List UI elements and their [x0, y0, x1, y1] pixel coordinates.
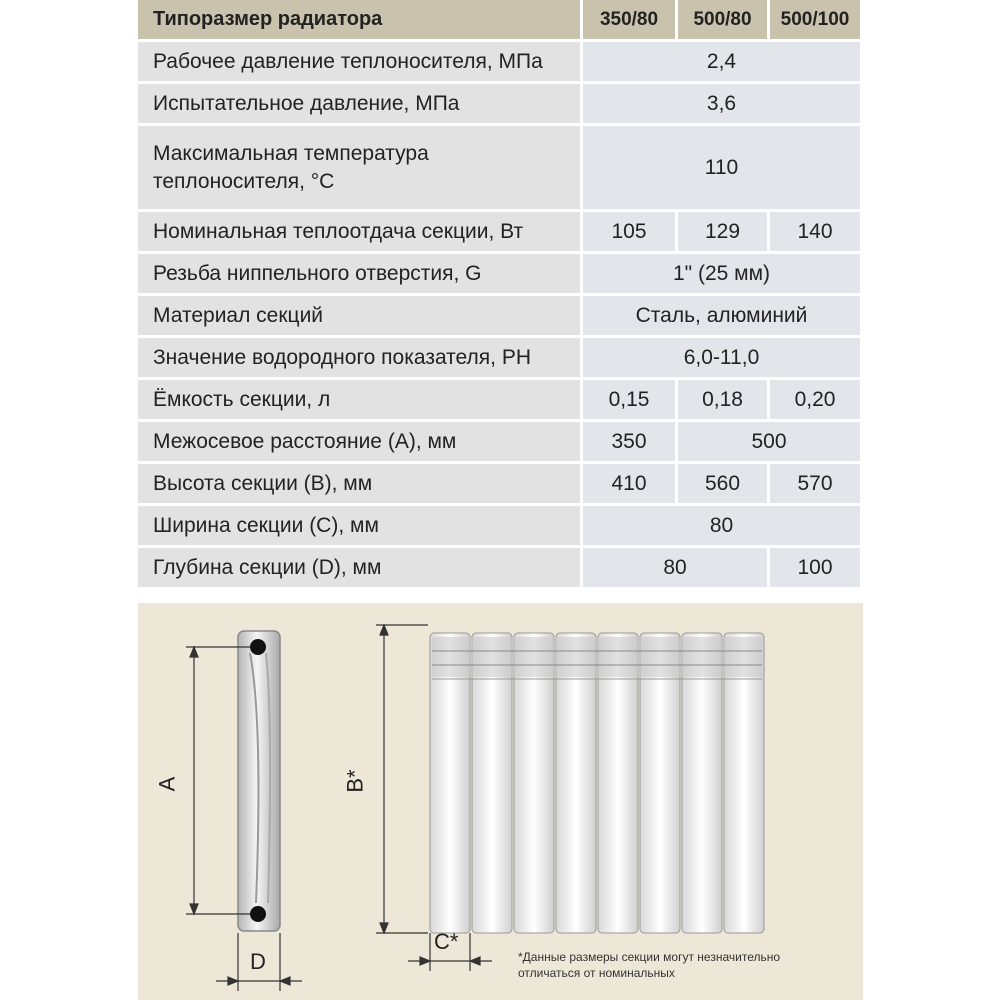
table-row: [138, 42, 863, 84]
row-value: 110: [583, 126, 863, 212]
label-c: C*: [434, 929, 459, 954]
row-value: 129: [678, 212, 770, 254]
row-value: 140: [770, 212, 863, 254]
label-a: A: [154, 776, 180, 792]
table-header: [138, 0, 863, 42]
row-label: Рабочее давление теплоносителя, МПа: [138, 42, 583, 84]
table-row: [138, 296, 863, 338]
label-d: D: [250, 949, 266, 974]
section: [430, 633, 470, 933]
section: [514, 633, 554, 933]
table-row: [138, 464, 863, 506]
row-label: Ширина секции (C), мм: [138, 506, 583, 548]
dimension-b: [376, 625, 428, 933]
table-row: [138, 548, 863, 590]
row-value: 6,0-11,0: [583, 338, 863, 380]
row-label: Межосевое расстояние (А), мм: [138, 422, 583, 464]
row-value: 350: [583, 422, 678, 464]
row-value: 105: [583, 212, 678, 254]
radiator-drawing: [138, 603, 863, 1000]
section: [640, 633, 680, 933]
row-label: Резьба ниппельного отверстия, G: [138, 254, 583, 296]
row-value: 0,15: [583, 380, 678, 422]
radiator-diagram: [138, 603, 863, 1000]
row-value: 560: [678, 464, 770, 506]
section: [682, 633, 722, 933]
table-row: [138, 84, 863, 126]
row-value: 1" (25 мм): [583, 254, 863, 296]
table-row: [138, 506, 863, 548]
section: [724, 633, 764, 933]
row-value: 80: [583, 548, 770, 590]
front-view: [430, 633, 764, 933]
col-500-100: 500/100: [770, 0, 863, 42]
row-value: 3,6: [583, 84, 863, 126]
side-section: [238, 631, 280, 931]
section: [556, 633, 596, 933]
row-label: Высота секции (B), мм: [138, 464, 583, 506]
row-value: 570: [770, 464, 863, 506]
row-value: Сталь, алюминий: [583, 296, 863, 338]
label-b: B*: [342, 769, 368, 793]
row-label: Глубина секции (D), мм: [138, 548, 583, 590]
table-row: [138, 338, 863, 380]
table-row: [138, 380, 863, 422]
row-label: Максимальная температура теплоносителя, °C: [138, 126, 583, 212]
table-row: [138, 126, 863, 212]
section: [472, 633, 512, 933]
row-value: 0,20: [770, 380, 863, 422]
row-label: Испытательное давление, МПа: [138, 84, 583, 126]
row-label: Материал секций: [138, 296, 583, 338]
row-value: 0,18: [678, 380, 770, 422]
table-row: [138, 212, 863, 254]
row-value: 2,4: [583, 42, 863, 84]
col-500-80: 500/80: [678, 0, 770, 42]
table-row: [138, 254, 863, 296]
row-label: Номинальная теплоотдача секции, Вт: [138, 212, 583, 254]
row-value: 100: [770, 548, 863, 590]
row-label: Ёмкость секции, л: [138, 380, 583, 422]
specs-table: [138, 0, 863, 590]
row-label: Значение водородного показателя, PH: [138, 338, 583, 380]
section: [598, 633, 638, 933]
dimension-note: *Данные размеры секции могут незначительно отличаться от номинальных: [518, 950, 781, 980]
row-value: 80: [583, 506, 863, 548]
row-value: 410: [583, 464, 678, 506]
table-row: [138, 422, 863, 464]
col-350-80: 350/80: [583, 0, 678, 42]
header-label: Типоразмер радиатора: [138, 0, 583, 42]
row-value: 500: [678, 422, 863, 464]
